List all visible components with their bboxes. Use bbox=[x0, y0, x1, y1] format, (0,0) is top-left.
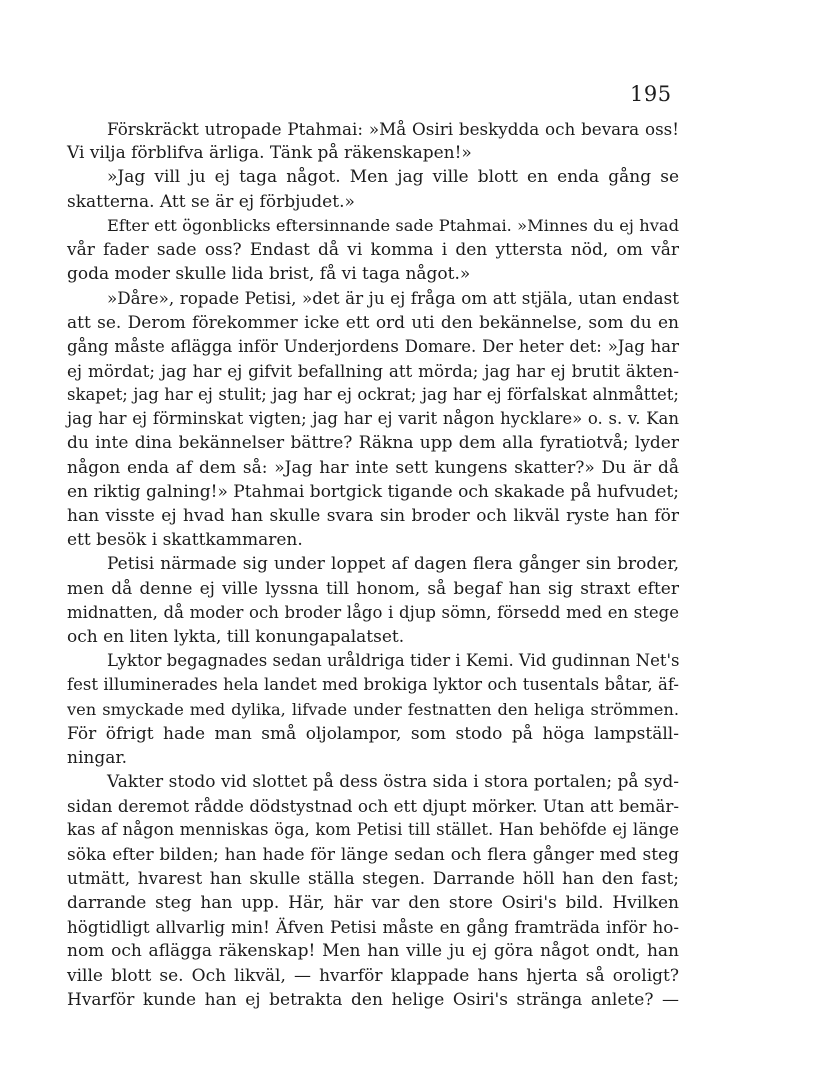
text-line: vår fader sade oss? Endast då vi komma i den yttersta nöd, om vår bbox=[67, 239, 679, 260]
text-line: För öfrigt hade man små oljolampor, som stodo på höga lampställ- bbox=[67, 723, 679, 744]
text-line: men då denne ej ville lyssna till honom, så begaf han sig straxt efter bbox=[67, 578, 679, 599]
text-line: kas af någon menniskas öga, kom Petisi till stället. Han behöfde ej länge bbox=[67, 820, 679, 840]
text-line: gång måste aflägga inför Underjordens Domare. Der heter det: »Jag har bbox=[67, 336, 679, 356]
text-line: någon enda af dem så: »Jag har inte sett kungens skatter?» Du är då bbox=[67, 457, 679, 478]
text-line: Petisi närmade sig under loppet af dagen flera gånger sin broder, bbox=[107, 554, 679, 575]
text-line: ven smyckade med dylika, lifvade under festnatten den heliga strömmen. bbox=[67, 699, 679, 719]
text-line: ej mördat; jag har ej gifvit befallning att mörda; jag har ej brutit äkten- bbox=[67, 360, 679, 381]
text-line: skatterna. Att se är ej förbjudet.» bbox=[67, 191, 355, 212]
text-line: du inte dina bekännelser bättre? Räkna upp dem alla fyratiotvå; lyder bbox=[67, 433, 679, 454]
text-line: fest illuminerades hela landet med brokiga lyktor och tusentals båtar, äf- bbox=[67, 675, 679, 695]
text-line: högtidligt allvarlig min! Äfven Petisi måste en gång framträda inför ho- bbox=[67, 917, 679, 938]
text-line: ville blott se. Och likväl, — hvarför klappade hans hjerta så oroligt? bbox=[67, 965, 679, 986]
body-text bbox=[67, 117, 679, 1012]
text-line: Lyktor begagnades sedan uråldriga tider i Kemi. Vid gudinnan Net's bbox=[107, 651, 680, 671]
text-line: och en liten lykta, till konungapalatset. bbox=[67, 626, 405, 647]
text-line: midnatten, då moder och broder lågo i djup sömn, försedd med en stege bbox=[67, 602, 679, 622]
text-line: nom och aflägga räkenskap! Men han ville ju ej göra något ondt, han bbox=[67, 941, 679, 962]
page-number: 195 bbox=[630, 82, 672, 106]
text-line: utmätt, hvarest han skulle ställa stegen. Darrande höll han den fast; bbox=[67, 868, 679, 889]
text-line: ningar. bbox=[67, 747, 128, 768]
text-line: Efter ett ögonblicks eftersinnande sade Ptahmai. »Minnes du ej hvad bbox=[107, 215, 679, 235]
text-line: sidan deremot rådde dödstystnad och ett djupt mörker. Utan att bemär- bbox=[67, 796, 679, 817]
text-line: skapet; jag har ej stulit; jag har ej ockrat; jag har ej förfalskat alnmåttet; bbox=[67, 385, 679, 405]
text-line: söka efter bilden; han hade för länge sedan och flera gånger med steg bbox=[67, 844, 679, 865]
text-line: jag har ej förminskat vigten; jag har ej varit någon hycklare» o. s. v. Kan bbox=[67, 409, 679, 429]
text-line: Förskräckt utropade Ptahmai: »Må Osiri beskydda och bevara oss! bbox=[107, 119, 679, 139]
text-line: Vakter stodo vid slottet på dess östra sida i stora portalen; på syd- bbox=[107, 772, 679, 793]
text-line: en riktig galning!» Ptahmai bortgick tigande och skakade på hufvudet; bbox=[67, 481, 679, 502]
text-line: ett besök i skattkammaren. bbox=[67, 530, 303, 551]
text-line: »Jag vill ju ej taga något. Men jag ville blott en enda gång se bbox=[107, 167, 679, 188]
text-line: han visste ej hvad han skulle svara sin broder och likväl ryste han för bbox=[67, 506, 679, 526]
text-line: goda moder skulle lida brist, få vi taga något.» bbox=[67, 264, 471, 285]
text-line: darrande steg han upp. Här, här var den store Osiri's bild. Hvilken bbox=[67, 893, 679, 913]
text-line: Hvarför kunde han ej betrakta den helige Osiri's stränga anlete? — bbox=[67, 989, 679, 1010]
text-line: »Dåre», ropade Petisi, »det är ju ej fråga om att stjäla, utan endast bbox=[107, 288, 679, 309]
text-line: Vi vilja förblifva ärliga. Tänk på räkenskapen!» bbox=[67, 143, 472, 164]
text-line: att se. Derom förekommer icke ett ord uti den bekännelse, som du en bbox=[67, 312, 679, 333]
